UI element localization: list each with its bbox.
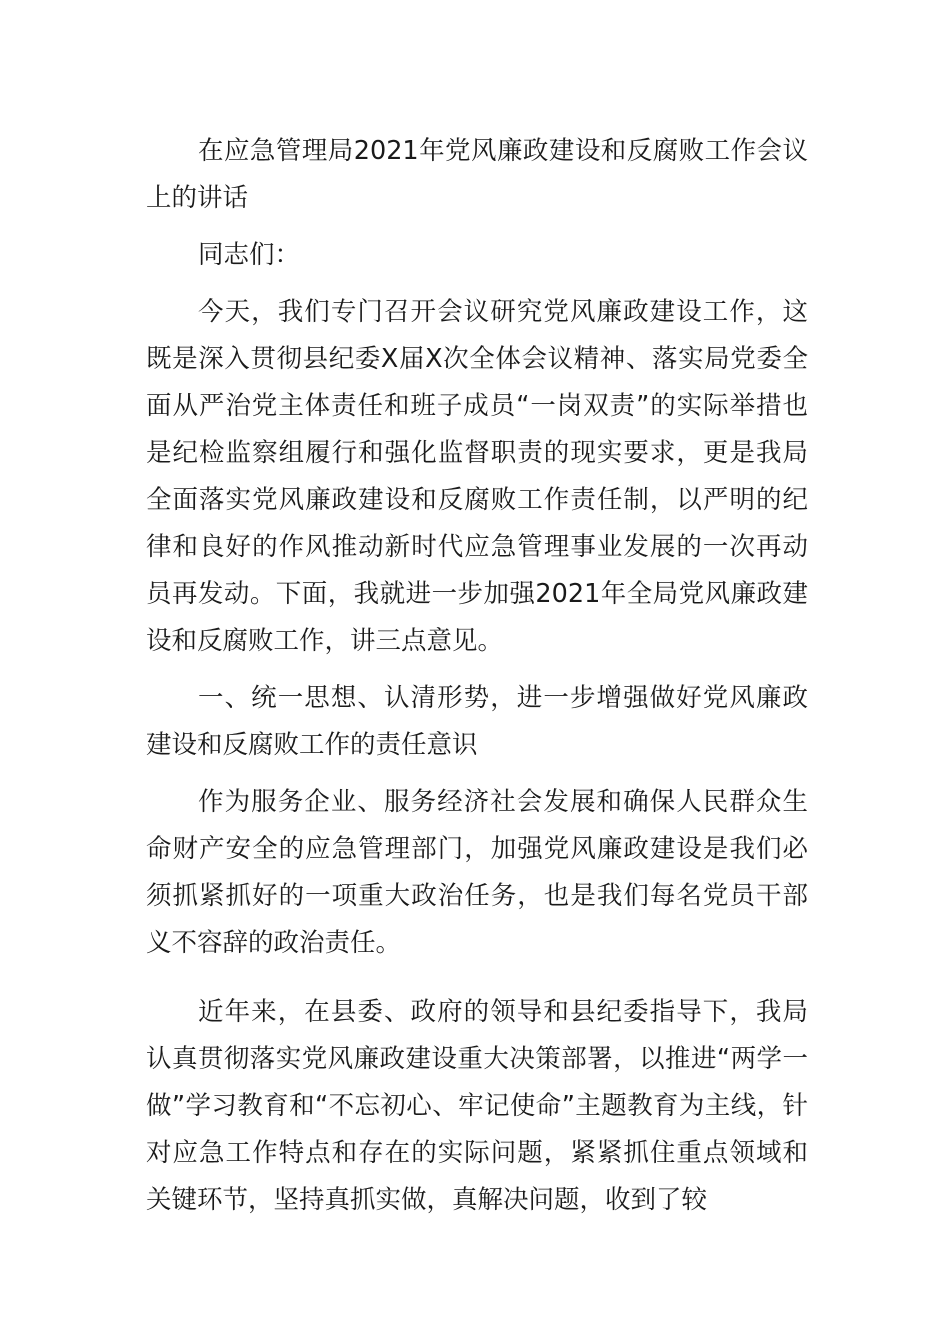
document-title: 在应急管理局2021年党风廉政建设和反腐败工作会议上的讲话 <box>146 136 808 213</box>
salutation: 同志们： <box>198 240 301 270</box>
section-heading-1: 一、统一思想、认清形势，进一步增强做好党风廉政建设和反腐败工作的责任意识 <box>146 683 808 760</box>
paragraph-recent-years: 近年来，在县委、政府的领导和县纪委指导下，我局认真贯彻落实党风廉政建设重大决策部署，以推进“两学一做”学习教育和“不忘初心、牢记使命”主题教育为主线，针对应急工作特点和存在的实际问题，紧紧抓住重点领域和关键环节，坚持真抓实做，真解决问题，收到了较 <box>146 997 808 1215</box>
paragraph-responsibility: 作为服务企业、服务经济社会发展和确保人民群众生命财产安全的应急管理部门，加强党风廉政建设是我们必须抓紧抓好的一项重大政治任务，也是我们每名党员干部义不容辞的政治责任。 <box>146 787 808 958</box>
document-body <box>146 128 808 1224</box>
paragraph-opening: 今天，我们专门召开会议研究党风廉政建设工作，这既是深入贯彻县纪委X届X次全体会议精神、落实局党委全面从严治党主体责任和班子成员“一岗双责”的实际举措也是纪检监察组履行和强化监督职责的现实要求，更是我局全面落实党风廉政建设和反腐败工作责任制，以严明的纪律和良好的作风推动新时代应急管理事业发展的一次再动员再发动。下面，我就进一步加强2021年全局党风廉政建设和反腐败工作，讲三点意见。 <box>146 297 808 656</box>
